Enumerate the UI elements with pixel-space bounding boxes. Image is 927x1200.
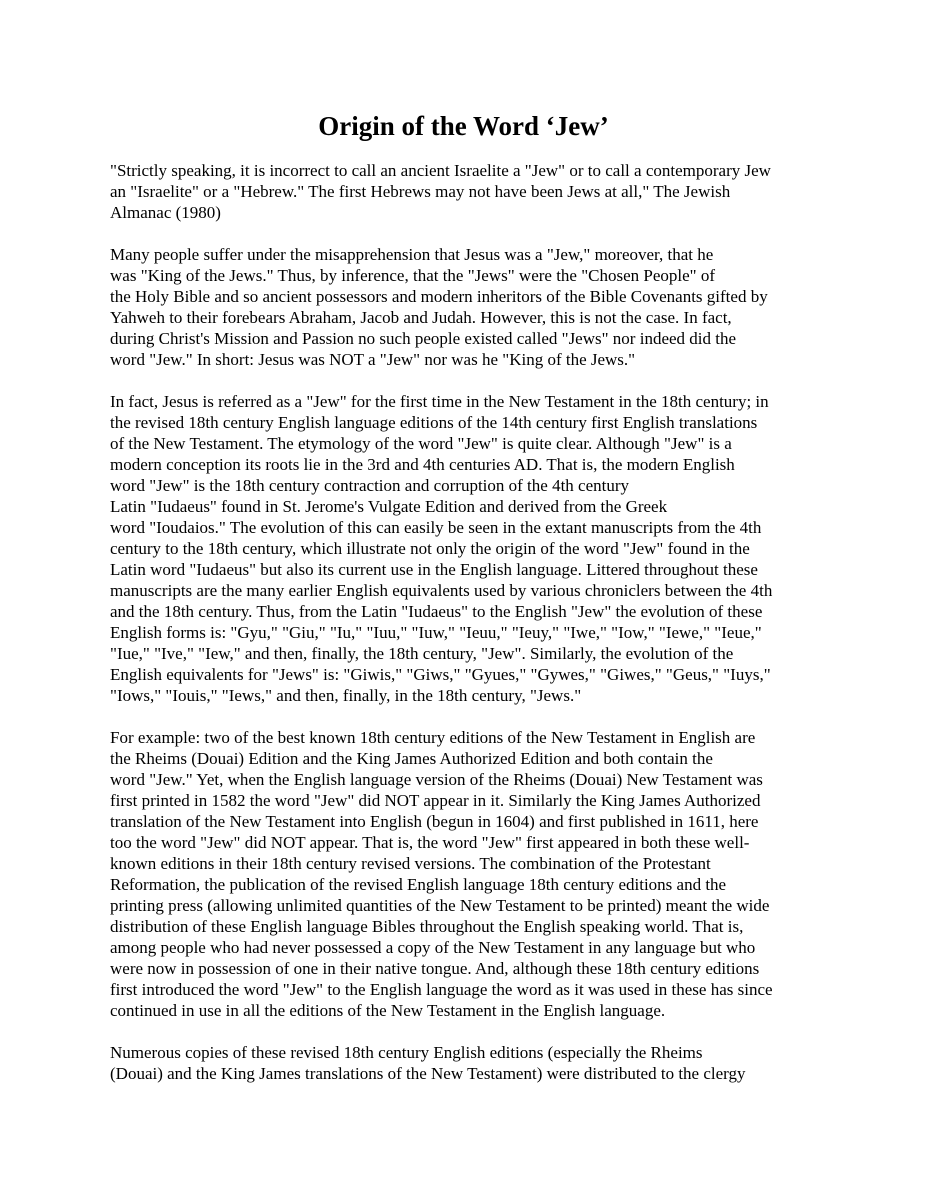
paragraph: [110, 727, 822, 1021]
text-line: during Christ's Mission and Passion no such people existed called "Jews" nor indeed did the: [110, 329, 737, 348]
text-line: English forms is: "Gyu," "Giu," "Iu," "Iuu," "Iuw," "Ieuu," "Ieuy," "Iwe," "Iow," "Iewe," "Ieue,": [110, 623, 762, 642]
text-line: translation of the New Testament into English (begun in 1604) and first published in 1611, here: [110, 812, 759, 831]
text-line: Numerous copies of these revised 18th century English editions (especially the Rheims: [110, 1043, 703, 1062]
paragraph: [110, 391, 822, 706]
text-line: distribution of these English language Bibles throughout the English speaking world. That is,: [110, 917, 744, 936]
text-line: Latin "Iudaeus" found in St. Jerome's Vulgate Edition and derived from the Greek: [110, 497, 668, 516]
text-line: For example: two of the best known 18th century editions of the New Testament in English are: [110, 728, 756, 747]
text-line: "Iows," "Iouis," "Iews," and then, finally, in the 18th century, "Jews.": [110, 686, 582, 705]
text-line: known editions in their 18th century revised versions. The combination of the Protestant: [110, 854, 711, 873]
paragraph-quote: [110, 160, 822, 223]
text-line: Reformation, the publication of the revised English language 18th century editions and the: [110, 875, 727, 894]
text-line: (Douai) and the King James translations of the New Testament) were distributed to the clergy: [110, 1064, 746, 1083]
text-line: "Iue," "Ive," "Iew," and then, finally, the 18th century, "Jew". Similarly, the evolution of the: [110, 644, 734, 663]
page-title: Origin of the Word ‘Jew’: [318, 111, 609, 141]
text-line: Latin word "Iudaeus" but also its current use in the English language. Littered throughout these: [110, 560, 758, 579]
text-line: word "Jew" is the 18th century contraction and corruption of the 4th century: [110, 476, 630, 495]
text-line: modern conception its roots lie in the 3rd and 4th centuries AD. That is, the modern English: [110, 455, 735, 474]
text-line: Many people suffer under the misapprehension that Jesus was a "Jew," moreover, that he: [110, 245, 714, 264]
paragraph: [110, 1042, 822, 1084]
paragraph-gap: [110, 706, 822, 727]
text-line: of the New Testament. The etymology of the word "Jew" is quite clear. Although "Jew" is a: [110, 434, 732, 453]
paragraph-gap: [110, 223, 822, 244]
paragraph-gap: [110, 1021, 822, 1042]
text-line: was "King of the Jews." Thus, by inference, that the "Jews" were the "Chosen People" of: [110, 266, 716, 285]
paragraph-gap: [110, 370, 822, 391]
text-line: the Rheims (Douai) Edition and the King James Authorized Edition and both contain the: [110, 749, 713, 768]
text-line: and the 18th century. Thus, from the Latin "Iudaeus" to the English "Jew" the evolution of these: [110, 602, 763, 621]
text-line: printing press (allowing unlimited quantities of the New Testament to be printed) meant the wide: [110, 896, 770, 915]
text-line: English equivalents for "Jews" is: "Giwis," "Giws," "Gyues," "Gywes," "Giwes," "Geus," "Iuys,": [110, 665, 771, 684]
text-line: first introduced the word "Jew" to the English language the word as it was used in these has since: [110, 980, 773, 999]
document-body: [110, 160, 822, 1084]
text-line: Yahweh to their forebears Abraham, Jacob and Judah. However, this is not the case. In fact,: [110, 308, 732, 327]
text-line: the revised 18th century English language editions of the 14th century first English translations: [110, 413, 758, 432]
text-line: manuscripts are the many earlier English equivalents used by various chroniclers between the 4th: [110, 581, 773, 600]
text-line: an "Israelite" or a "Hebrew." The first Hebrews may not have been Jews at all," The Jewish: [110, 182, 731, 201]
text-line: word "Jew." Yet, when the English language version of the Rheims (Douai) New Testament was: [110, 770, 763, 789]
text-line: word "Jew." In short: Jesus was NOT a "Jew" nor was he "King of the Jews.": [110, 350, 636, 369]
text-line: among people who had never possessed a copy of the New Testament in any language but who: [110, 938, 756, 957]
text-line: century to the 18th century, which illustrate not only the origin of the word "Jew" found in the: [110, 539, 750, 558]
text-line: first printed in 1582 the word "Jew" did NOT appear in it. Similarly the King James Authorized: [110, 791, 761, 810]
text-line: Almanac (1980): [110, 203, 221, 222]
text-line: the Holy Bible and so ancient possessors and modern inheritors of the Bible Covenants gifted by: [110, 287, 768, 306]
paragraph: [110, 244, 822, 370]
text-line: In fact, Jesus is referred as a "Jew" for the first time in the New Testament in the 18th century; in: [110, 392, 769, 411]
text-line: too the word "Jew" did NOT appear. That is, the word "Jew" first appeared in both these well-: [110, 833, 750, 852]
text-line: "Strictly speaking, it is incorrect to call an ancient Israelite a "Jew" or to call a contemporary Jew: [110, 161, 771, 180]
text-line: continued in use in all the editions of the New Testament in the English language.: [110, 1001, 666, 1020]
text-line: word "Ioudaios." The evolution of this can easily be seen in the extant manuscripts from the 4th: [110, 518, 762, 537]
text-line: were now in possession of one in their native tongue. And, although these 18th century editions: [110, 959, 760, 978]
